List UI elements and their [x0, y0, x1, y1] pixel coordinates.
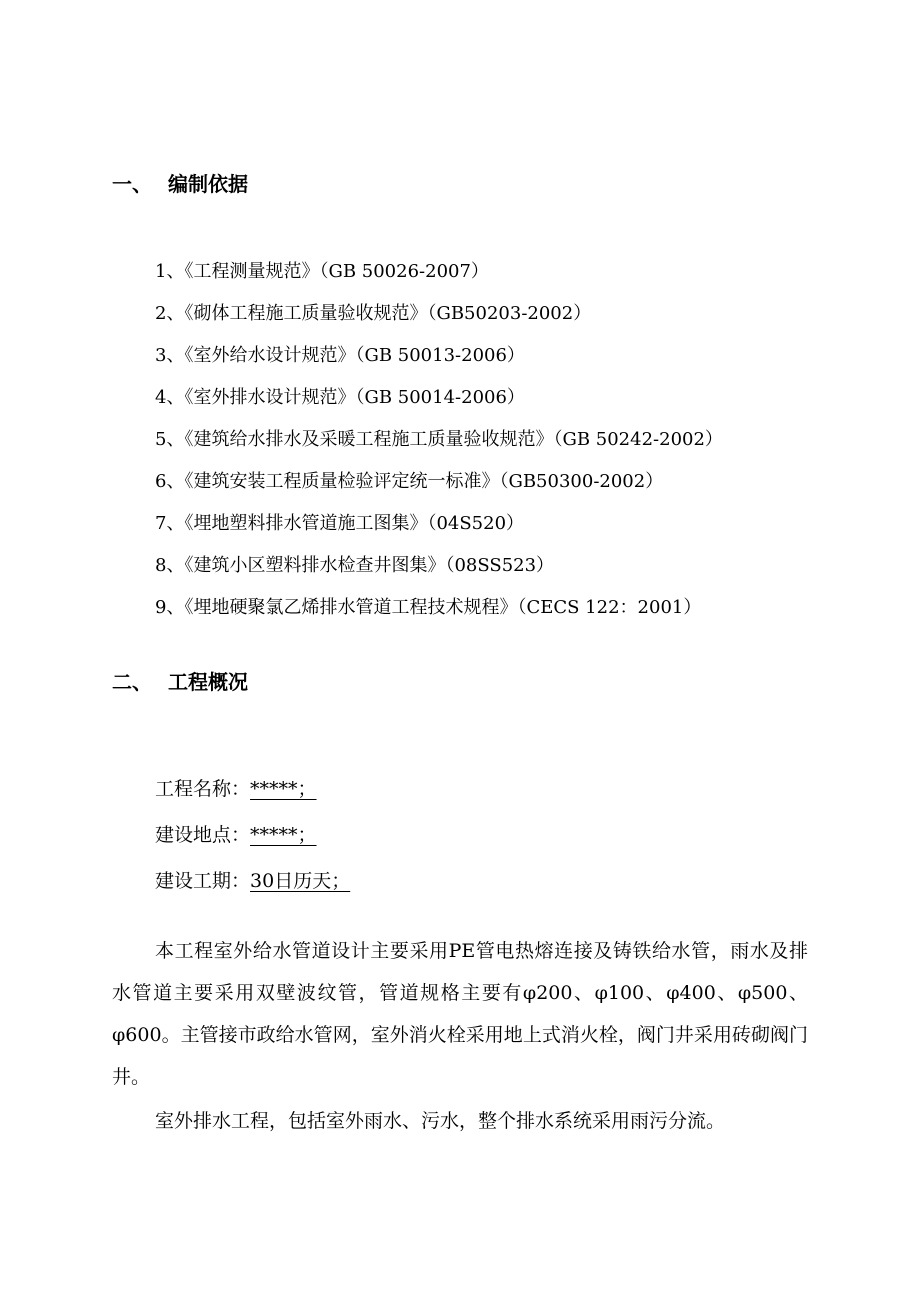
field-value: 30日历天；: [250, 870, 351, 892]
reference-item: 9、《埋地硬聚氯乙烯排水管道工程技术规程》（CECS 122：2001）: [155, 597, 702, 618]
section-title: 编制依据: [168, 172, 248, 196]
reference-item: 3、《室外给水设计规范》（GB 50013-2006）: [155, 345, 525, 366]
reference-item: 7、《埋地塑料排水管道施工图集》（04S520）: [155, 513, 525, 534]
reference-item: 8、《建筑小区塑料排水检查井图集》（08SS523）: [155, 555, 555, 576]
section-number: 一、: [112, 172, 152, 196]
field-value: *****；: [250, 824, 317, 846]
body-paragraph: 本工程室外给水管道设计主要采用PE管电热熔连接及铸铁给水管，雨水及排水管道主要采用双壁波纹管，管道规格主要有φ200、φ100、φ400、φ500、φ600。主管接市政给水管网，室外消火栓采用地上式消火栓，阀门井采用砖砌阀门井。: [112, 940, 808, 1088]
field-label: 建设地点：: [155, 824, 251, 846]
field-label: 建设工期：: [155, 870, 251, 892]
section-heading-basis: [112, 168, 248, 197]
reference-item: 4、《室外排水设计规范》（GB 50014-2006）: [155, 387, 525, 408]
reference-item: 6、《建筑安装工程质量检验评定统一标准》（GB50300-2002）: [155, 471, 664, 492]
field-label: 工程名称：: [155, 778, 251, 800]
reference-item: 5、《建筑给水排水及采暖工程施工质量验收规范》（GB 50242-2002）: [155, 429, 723, 450]
field-project-name: [155, 774, 317, 801]
field-duration: [155, 866, 350, 893]
section-number: 二、: [112, 670, 152, 694]
field-value: *****；: [250, 778, 317, 800]
section-heading-overview: [112, 666, 248, 695]
body-paragraph: 室外排水工程，包括室外雨水、污水，整个排水系统采用雨污分流。: [155, 1110, 726, 1132]
section-title: 工程概况: [168, 670, 248, 694]
reference-item: 1、《工程测量规范》（GB 50026-2007）: [155, 261, 489, 282]
field-location: [155, 820, 317, 847]
reference-item: 2、《砌体工程施工质量验收规范》（GB50203-2002）: [155, 303, 592, 324]
